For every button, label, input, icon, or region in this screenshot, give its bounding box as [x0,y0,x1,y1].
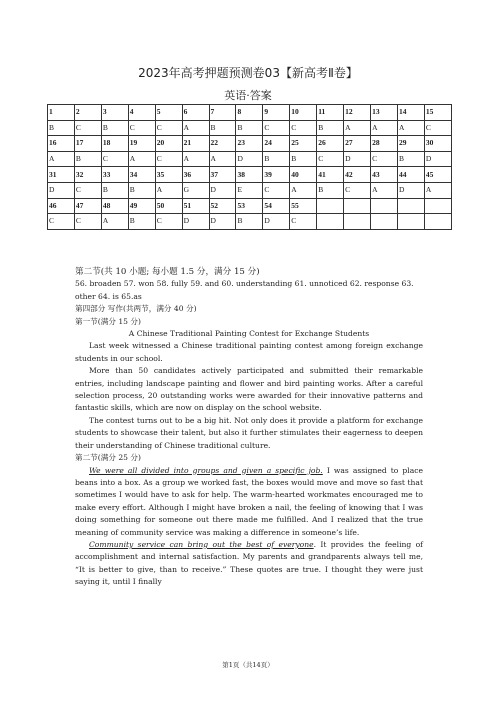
answer-table-number-row [48,105,452,121]
answer-cell: C [317,151,344,167]
question-number-cell: 43 [371,167,398,183]
document-body [75,266,423,589]
answer-cell [397,214,424,230]
question-number-cell: 42 [344,167,371,183]
question-number-cell: 41 [317,167,344,183]
answer-cell: E [236,182,263,198]
question-number-cell: 54 [263,198,290,214]
answer-cell: A [182,120,209,136]
answer-cell: B [397,151,424,167]
question-number-cell: 31 [48,167,75,183]
answer-cell: D [263,214,290,230]
answer-cell: B [236,214,263,230]
answer-table-number-row [48,167,452,183]
question-number-cell: 26 [317,136,344,152]
question-number-cell: 2 [74,105,101,121]
answer-cell: A [371,120,398,136]
question-number-cell [344,198,371,214]
question-number-cell: 12 [344,105,371,121]
answer-cell: B [236,120,263,136]
question-number-cell: 49 [128,198,155,214]
grammar-answers: 56. broaden 57. won 58. fully 59. and 60. understanding 61. unnoticed 62. response 63. other 64. is 65.as [75,279,414,301]
answer-cell: A [128,151,155,167]
question-number-cell: 46 [48,198,75,214]
answer-cell: D [48,182,75,198]
answer-cell: A [48,151,75,167]
question-number-cell: 33 [101,167,128,183]
question-number-cell: 8 [236,105,263,121]
question-number-cell: 19 [128,136,155,152]
question-number-cell: 39 [263,167,290,183]
question-number-cell: 15 [424,105,451,121]
answer-cell: B [128,182,155,198]
question-number-cell: 23 [236,136,263,152]
answer-cell [371,214,398,230]
answer-cell: C [74,120,101,136]
answer-table-answer-row [48,214,452,230]
question-number-cell [317,198,344,214]
continuation-text-1: I was assigned to place beans into a box. As a group we worked fast, the boxes would move and move so fast that sometimes I would have to ask for help. The warm-hearted workmates encouraged me to make every effort. Although I might have broken a nail, the feeling of knowing that I was doing something for someone out there made me fulfilled. And I realized that the true meaning of community service was making a difference in someone’s life. [75,465,423,537]
answer-cell: A [290,182,317,198]
answer-cell: B [290,151,317,167]
answer-cell: D [397,182,424,198]
continuation-paragraph-2 [75,539,423,589]
answer-cell: B [101,120,128,136]
answer-cell: C [74,214,101,230]
question-number-cell: 3 [101,105,128,121]
answer-cell: B [48,120,75,136]
question-number-cell: 44 [397,167,424,183]
question-number-cell: 35 [155,167,182,183]
continuation-text-2: . It provides the feeling of accomplishment and internal satisfaction. My parents and grandparents always tell me, “It is better to give, than to receive.” These quotes are true. I thought they were just saying it, until I finally [75,539,423,587]
question-number-cell: 32 [74,167,101,183]
question-number-cell: 29 [397,136,424,152]
answer-cell: B [317,182,344,198]
answer-cell: A [209,151,236,167]
question-number-cell: 40 [290,167,317,183]
answer-cell: C [74,182,101,198]
question-number-cell: 21 [182,136,209,152]
answer-cell: D [344,151,371,167]
question-number-cell: 17 [74,136,101,152]
question-number-cell: 36 [182,167,209,183]
question-number-cell: 1 [48,105,75,121]
question-number-cell [424,198,451,214]
answer-cell: C [155,120,182,136]
question-number-cell: 5 [155,105,182,121]
page-title: 2023年高考押题预测卷03【新高考Ⅱ卷】 [138,66,358,80]
answer-table-answer-row [48,182,452,198]
answer-table-number-row [48,198,452,214]
answer-cell: D [236,151,263,167]
answer-cell: D [209,214,236,230]
question-number-cell: 52 [209,198,236,214]
question-number-cell: 37 [209,167,236,183]
question-number-cell: 51 [182,198,209,214]
answer-table [47,104,452,230]
answer-table-answer-row [48,120,452,136]
answer-cell: B [209,120,236,136]
answer-cell: B [101,182,128,198]
answer-cell: C [101,151,128,167]
answer-cell: A [182,151,209,167]
answer-cell: C [290,214,317,230]
answer-cell: C [290,120,317,136]
essay-paragraph-2: More than 50 candidates actively participated and submitted their remarkable entries, including landscape painting and flower and bird painting works. After a careful selection process, 20 outstanding works were awarded for their innovative patterns and fantastic skills, which are now on display on the school website. [75,366,423,413]
answer-cell: C [263,120,290,136]
answer-cell: C [155,214,182,230]
answer-cell: C [128,120,155,136]
writing-section1-heading: 第一节(满分 15 分) [75,316,141,326]
answer-cell: A [155,182,182,198]
question-number-cell: 45 [424,167,451,183]
answer-cell: B [263,151,290,167]
answer-table-answer-row [48,151,452,167]
answer-cell [344,214,371,230]
question-number-cell: 10 [290,105,317,121]
question-number-cell [397,198,424,214]
question-number-cell: 4 [128,105,155,121]
question-number-cell: 9 [263,105,290,121]
question-number-cell: 28 [371,136,398,152]
answer-table-number-row [48,136,452,152]
question-number-cell: 27 [344,136,371,152]
question-number-cell [371,198,398,214]
essay-title: A Chinese Traditional Painting Contest for Exchange Students [128,329,370,339]
answer-cell: B [128,214,155,230]
essay-paragraph-3: The contest turns out to be a big hit. Not only does it provide a platform for exchange students to showcase their talent, but also it further stimulates their eagerness to deepen their understanding of Chinese traditional culture. [75,415,423,450]
answer-cell: B [317,120,344,136]
answer-cell: D [209,182,236,198]
question-number-cell: 16 [48,136,75,152]
page-subtitle: 英语·答案 [224,89,272,102]
answer-cell: D [424,151,451,167]
answer-cell: B [74,151,101,167]
question-number-cell: 20 [155,136,182,152]
continuation-prompt-2: Community service can bring out the best of everyone [89,539,314,549]
answer-cell: C [155,151,182,167]
page-footer: 第1页（共14页） [222,661,274,669]
question-number-cell: 24 [263,136,290,152]
continuation-paragraph-1 [75,465,423,539]
grammar-section-heading: 第二节(共 10 小题; 每小题 1.5 分，满分 15 分) [75,267,260,277]
question-number-cell: 38 [236,167,263,183]
question-number-cell: 11 [317,105,344,121]
question-number-cell: 25 [290,136,317,152]
answer-cell: C [48,214,75,230]
answer-cell: D [182,214,209,230]
question-number-cell: 22 [209,136,236,152]
answer-cell: A [344,120,371,136]
answer-cell [317,214,344,230]
question-number-cell: 7 [209,105,236,121]
question-number-cell: 14 [397,105,424,121]
question-number-cell: 55 [290,198,317,214]
answer-cell [424,214,451,230]
question-number-cell: 6 [182,105,209,121]
question-number-cell: 48 [101,198,128,214]
essay-paragraph-1: Last week witnessed a Chinese traditional painting contest among foreign exchange students in our school. [75,341,423,363]
question-number-cell: 18 [101,136,128,152]
writing-part-heading: 第四部分 写作(共两节，满分 40 分) [75,304,197,314]
answer-cell: A [371,182,398,198]
question-number-cell: 47 [74,198,101,214]
question-number-cell: 34 [128,167,155,183]
answer-cell: A [101,214,128,230]
question-number-cell: 30 [424,136,451,152]
answer-cell: G [182,182,209,198]
answer-cell: C [263,182,290,198]
question-number-cell: 53 [236,198,263,214]
question-number-cell: 13 [371,105,398,121]
answer-cell: C [371,151,398,167]
question-number-cell: 50 [155,198,182,214]
answer-cell: C [344,182,371,198]
answer-cell: A [397,120,424,136]
answer-cell: C [424,120,451,136]
writing-section2-heading: 第二节(满分 25 分) [75,453,141,463]
continuation-prompt-1: We were all divided into groups and given a specific job. [89,465,323,475]
answer-cell: A [424,182,451,198]
